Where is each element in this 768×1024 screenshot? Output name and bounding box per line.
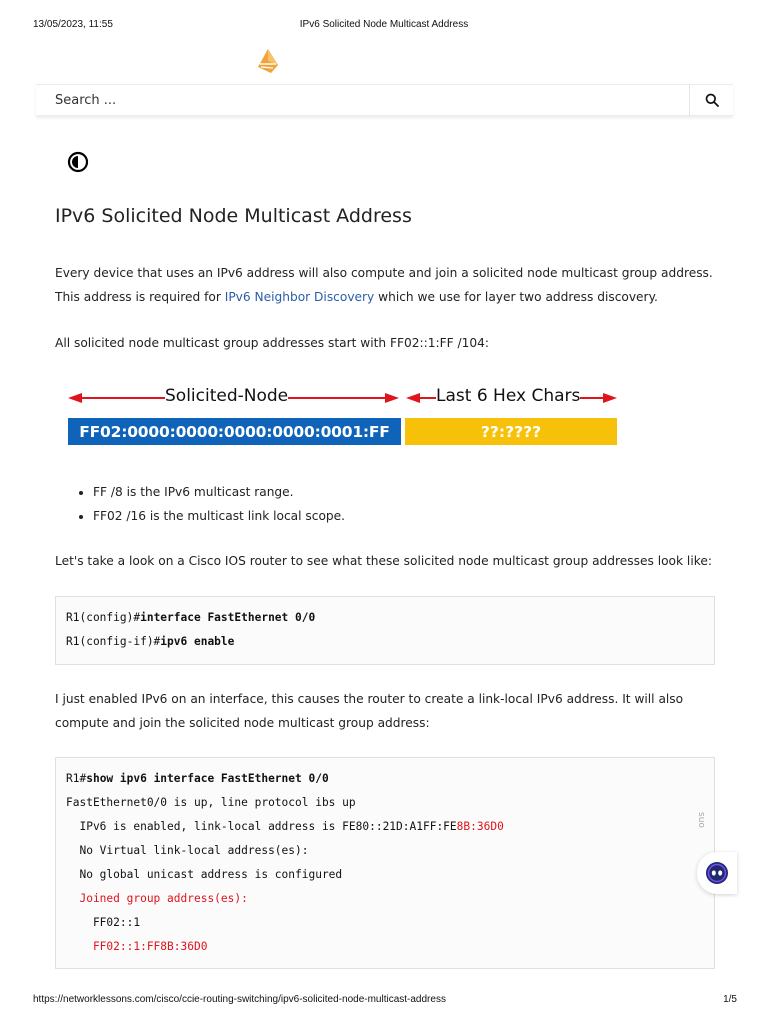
solicited-node-label: Solicited-Node xyxy=(165,386,289,406)
chat-bot-icon xyxy=(704,860,730,886)
print-doc-title: IPv6 Solicited Node Multicast Address xyxy=(299,19,469,30)
logo-icon xyxy=(256,48,280,74)
router-paragraph: Let's take a look on a Cisco IOS router to see what these solicited node multicast group addresses look like: xyxy=(55,554,712,568)
side-widget-label: suo xyxy=(696,812,706,828)
site-logo[interactable] xyxy=(256,48,280,74)
hex-chars-box: ??:???? xyxy=(405,418,617,445)
dark-mode-toggle[interactable] xyxy=(67,151,89,173)
list-item: • FF /8 is the IPv6 multicast range. xyxy=(93,480,345,504)
last-hex-chars-label: Last 6 Hex Chars xyxy=(436,386,581,406)
chat-widget-button[interactable] xyxy=(697,852,737,894)
print-page-number: 1/5 xyxy=(723,994,737,1005)
solicited-node-diagram xyxy=(66,384,626,450)
page-title: IPv6 Solicited Node Multicast Address xyxy=(55,205,412,227)
prefix-box: FF02:0000:0000:0000:0000:0001:FF xyxy=(68,418,401,445)
search-icon xyxy=(705,93,719,107)
code-block-show: R1#show ipv6 interface FastEthernet 0/0 FastEthernet0/0 is up, line protocol ibs up IPv6 is enabled, link-local address is FE80::21D:A1FF:FE8B:36D0 No Virtual link-local address(es): No global unicast address is configured Joined group address(es): FF02::1 FF02::1:FF8B:36D0 xyxy=(55,757,715,969)
prefix-paragraph: All solicited node multicast group addresses start with FF02::1:FF /104: xyxy=(55,336,489,350)
intro-paragraph: Every device that uses an IPv6 address will also compute and join a solicited node multicast group address. This address is required for IPv6 Neighbor Discovery which we use for layer two address discovery. xyxy=(55,266,713,304)
code-block-config: R1(config)#interface FastEthernet 0/0 R1(config-if)#ipv6 enable xyxy=(55,596,715,665)
search-bar xyxy=(36,84,733,116)
print-datetime: 13/05/2023, 11:55 xyxy=(33,19,113,30)
print-header xyxy=(0,19,768,33)
contrast-icon xyxy=(67,151,89,173)
search-button[interactable] xyxy=(689,84,733,116)
neighbor-discovery-link[interactable]: IPv6 Neighbor Discovery xyxy=(224,290,375,304)
search-input[interactable] xyxy=(36,84,689,116)
bullet-list xyxy=(55,480,345,528)
list-item: • FF02 /16 is the multicast link local scope. xyxy=(93,504,345,528)
print-url: https://networklessons.com/cisco/ccie-routing-switching/ipv6-solicited-node-multicast-address xyxy=(33,994,446,1005)
explanation-paragraph: I just enabled IPv6 on an interface, this causes the router to create a link-local IPv6 address. It will also compute and join the solicited node multicast group address: xyxy=(55,692,684,730)
